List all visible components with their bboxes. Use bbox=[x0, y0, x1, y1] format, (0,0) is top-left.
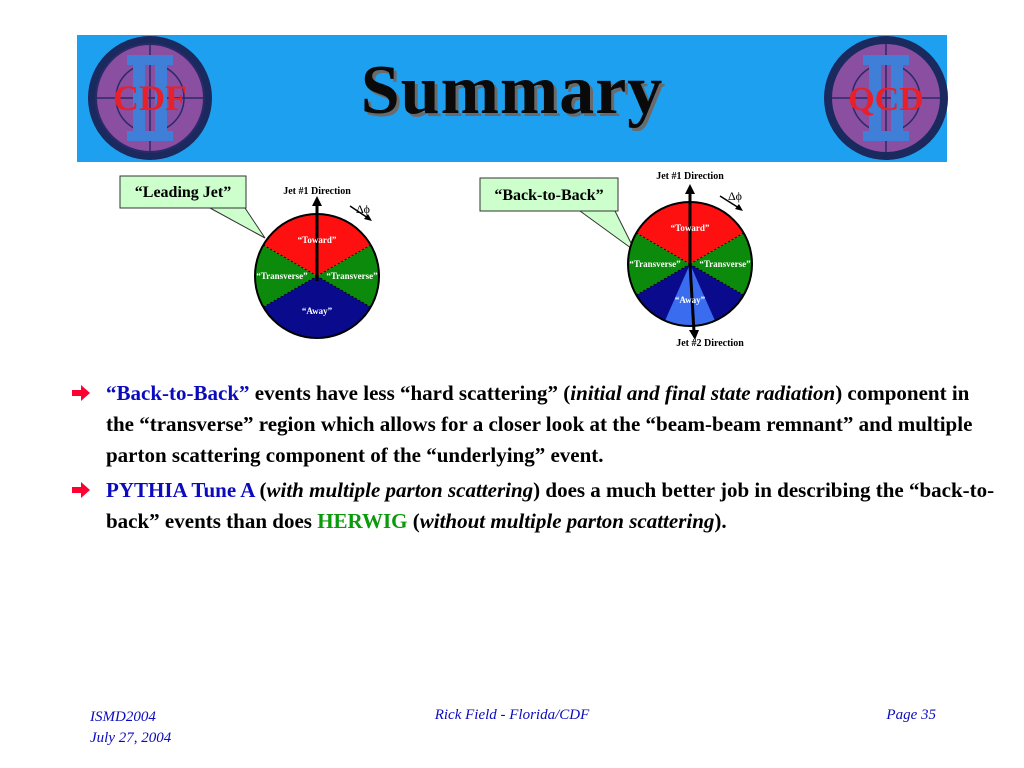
jet2-direction-label: Jet #2 Direction bbox=[676, 338, 744, 349]
toward-label-2: “Toward” bbox=[670, 223, 710, 233]
back-to-back-diagram bbox=[470, 166, 780, 356]
bullet-1-part-4: ) component in the “transverse” region which allows for a closer look at the “beam-beam remnant” and multiple parton scattering component of the “underlying” event. bbox=[106, 381, 973, 467]
qcd-logo-text: QCD bbox=[848, 81, 924, 118]
delta-phi-label: Δϕ bbox=[355, 202, 371, 216]
bullet-list bbox=[70, 378, 1000, 541]
back-to-back-callout-text: “Back-to-Back” bbox=[494, 187, 604, 204]
bullet-2-part-1: PYTHIA Tune A bbox=[106, 478, 255, 502]
transverse-left-label: “Transverse” bbox=[256, 271, 308, 281]
footer-page-number: Page 35 bbox=[886, 707, 936, 723]
jet1-direction-label-2: Jet #1 Direction bbox=[656, 171, 724, 182]
toward-label: “Toward” bbox=[297, 235, 337, 245]
qcd-logo bbox=[821, 35, 951, 162]
bullet-item-back-to-back bbox=[70, 378, 1000, 471]
transverse-left-label-2: “Transverse” bbox=[629, 259, 681, 269]
bullet-1-part-1: “Back-to-Back” bbox=[106, 381, 250, 405]
bullet-arrow-icon bbox=[70, 479, 92, 501]
footer-date: July 27, 2004 bbox=[90, 730, 172, 746]
leading-jet-callout-text: “Leading Jet” bbox=[134, 184, 232, 201]
bullet-2-part-2: ( bbox=[254, 478, 267, 502]
footer-author: Rick Field - Florida/CDF bbox=[434, 707, 590, 723]
delta-phi-label-2: Δϕ bbox=[727, 189, 743, 203]
away-label-2: “Away” bbox=[674, 295, 706, 305]
bullet-arrow-icon bbox=[70, 382, 92, 404]
bullet-2-part-7: without multiple parton scattering bbox=[419, 509, 715, 533]
bullet-item-pythia bbox=[70, 475, 1000, 537]
bullet-2-part-5: HERWIG bbox=[317, 509, 408, 533]
bullet-2-part-8: ). bbox=[714, 509, 727, 533]
footer-conference: ISMD2004 bbox=[90, 709, 156, 725]
transverse-right-label-2: “Transverse” bbox=[699, 259, 751, 269]
cdf-logo-text: CDF bbox=[113, 78, 187, 118]
away-label: “Away” bbox=[301, 306, 333, 316]
transverse-right-label: “Transverse” bbox=[326, 271, 378, 281]
bullet-1-part-2: events have less “hard scattering” ( bbox=[249, 381, 571, 405]
bullet-2-part-3: with multiple parton scattering bbox=[266, 478, 534, 502]
jet1-direction-label: Jet #1 Direction bbox=[283, 186, 351, 197]
bullet-2-part-4: ) does a much better job in describing the “back-to-back” events than does bbox=[106, 478, 995, 533]
leading-jet-diagram bbox=[110, 168, 400, 348]
page-title: Summary bbox=[360, 52, 664, 129]
title-banner bbox=[77, 35, 947, 162]
bullet-2-part-6: ( bbox=[407, 509, 420, 533]
bullet-1-part-3: initial and final state radiation bbox=[570, 381, 836, 405]
